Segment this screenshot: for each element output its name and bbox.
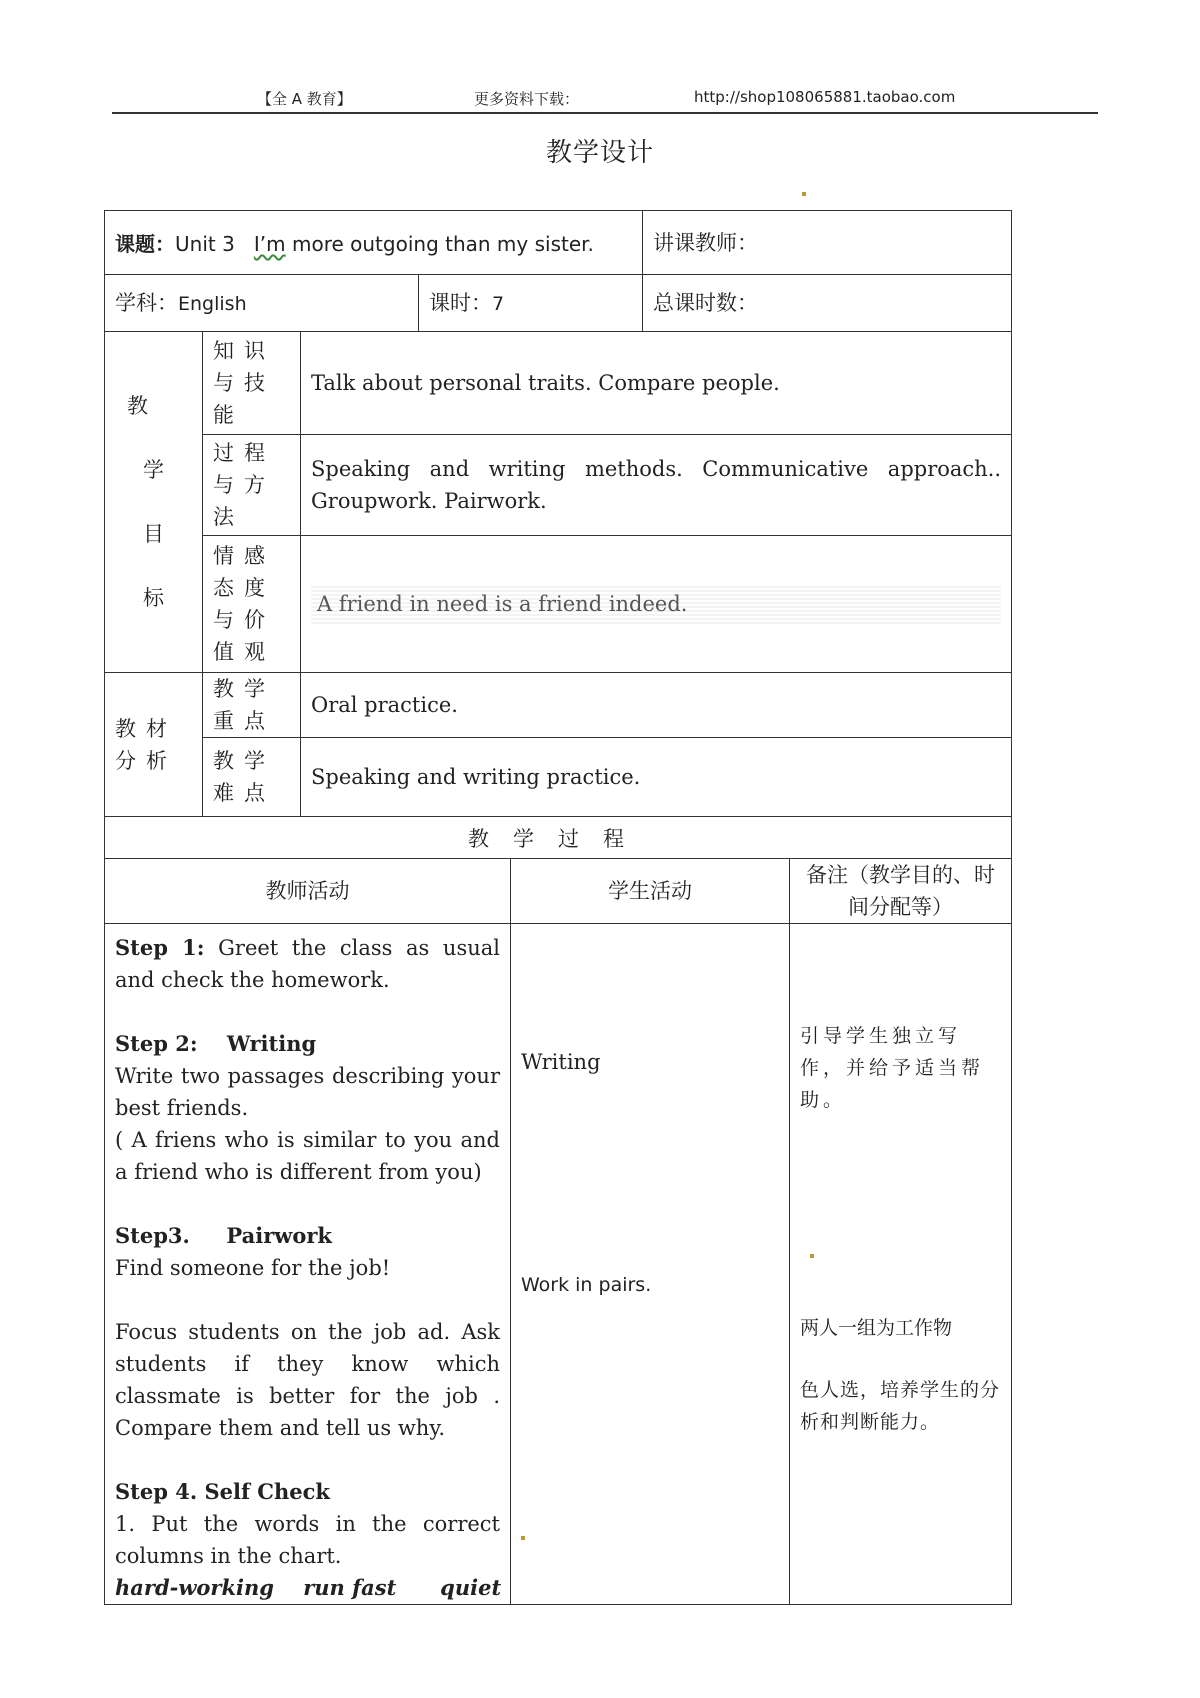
period-value: 7 — [492, 292, 505, 315]
steps-row — [105, 924, 1012, 1605]
scan-speck — [802, 192, 806, 196]
period-cell — [419, 275, 643, 332]
step2-paren: ( A friens who is similar to you and a friend who is different from you) — [115, 1128, 500, 1184]
step4-label: Step 4. Self Check — [115, 1479, 330, 1504]
objectives-char: 目 — [143, 522, 164, 546]
key-point-label: 教学重点 — [203, 673, 301, 738]
scan-speck — [810, 1254, 814, 1258]
note-pairs-2: 色人选，培养学生的分析和判断能力。 — [800, 1379, 1001, 1433]
title-im: I’m — [253, 232, 286, 256]
note-pairs-1: 两人一组为工作物 — [800, 1317, 953, 1339]
materials-label: 教材分析 — [105, 673, 203, 817]
period-label: 课时： — [429, 290, 492, 315]
step1 — [115, 932, 500, 996]
process-text: Speaking and writing methods. Communicative approach.. Groupwork. Pairwork. — [301, 435, 1012, 536]
page-header — [112, 88, 1098, 114]
step1-label: Step 1: — [115, 935, 205, 960]
student-pairs: Work in pairs. — [521, 1274, 652, 1296]
topic-label: 课题： — [115, 232, 175, 256]
emotion-cell — [301, 536, 1012, 673]
step4-words: hard-working run fast quiet — [115, 1575, 502, 1600]
unit-number: Unit 3 — [175, 232, 235, 256]
total-periods-label: 总课时数： — [653, 291, 759, 315]
lesson-plan-table — [104, 210, 1012, 1605]
lesson-title: more outgoing than my sister. — [285, 232, 594, 256]
student-writing: Writing — [521, 1050, 601, 1074]
emotion-text: A friend in need is a friend indeed. — [311, 584, 1001, 624]
topic-row — [105, 211, 1012, 275]
step2-text: Write two passages describing your best friends. — [115, 1064, 500, 1120]
subject-row — [105, 275, 1012, 332]
step3-text: Find someone for the job! — [115, 1256, 391, 1280]
step1-text: Greet the class as usual and check the homework. — [115, 936, 500, 992]
header-brand: 【全 A 教育】 — [257, 90, 352, 108]
objectives-char: 学 — [143, 458, 164, 482]
objectives-char: 标 — [143, 586, 164, 610]
objectives-label — [105, 332, 203, 673]
header-more-label: 更多资料下载： — [474, 90, 580, 108]
knowledge-text: Talk about personal traits. Compare people. — [301, 332, 1012, 435]
teacher-label: 讲课教师： — [653, 230, 759, 255]
material-difficult-row — [105, 738, 1012, 817]
difficult-point-label: 教学难点 — [203, 738, 301, 817]
process-label: 过程与方法 — [203, 435, 301, 536]
columns-header-row — [105, 859, 1012, 924]
header-url[interactable]: http://shop108065881.taobao.com — [694, 88, 956, 106]
topic-cell — [105, 211, 643, 275]
document-title: 教学设计 — [545, 138, 654, 168]
total-periods-cell — [643, 275, 1012, 332]
note-cell — [790, 924, 1012, 1605]
step3-focus: Focus students on the job ad. Ask students if they know which classmate is better for the job . Compare them and tell us why. — [115, 1320, 500, 1440]
emotion-label: 情感态度与价值观 — [203, 536, 301, 673]
objectives-char: 教 — [127, 394, 148, 418]
step2-label: Step 2: Writing — [115, 1031, 317, 1056]
note-header: 备注（教学目的、时间分配等） — [790, 859, 1012, 924]
objective-emotion-row — [105, 536, 1012, 673]
material-key-row — [105, 673, 1012, 738]
process-header-row — [105, 817, 1012, 859]
student-activity-header: 学生活动 — [511, 859, 790, 924]
scan-speck — [521, 1536, 525, 1540]
step4-text: 1. Put the words in the correct columns in the chart. — [115, 1512, 500, 1568]
step3-label: Step3. Pairwork — [115, 1223, 332, 1248]
subject-value: English — [178, 292, 247, 315]
process-header: 教学过程 — [105, 817, 1012, 859]
objective-knowledge-row — [105, 332, 1012, 435]
teacher-activity-header: 教师活动 — [105, 859, 511, 924]
difficult-point-text: Speaking and writing practice. — [301, 738, 1012, 817]
objective-process-row — [105, 435, 1012, 536]
teacher-cell — [643, 211, 1012, 275]
teacher-activity-cell — [105, 924, 511, 1605]
subject-cell — [105, 275, 419, 332]
student-activity-cell — [511, 924, 790, 1605]
note-writing: 引导学生独立写作，并给予适当帮助。 — [800, 1025, 985, 1111]
knowledge-label: 知识与技能 — [203, 332, 301, 435]
subject-label: 学科： — [115, 290, 178, 315]
key-point-text: Oral practice. — [301, 673, 1012, 738]
